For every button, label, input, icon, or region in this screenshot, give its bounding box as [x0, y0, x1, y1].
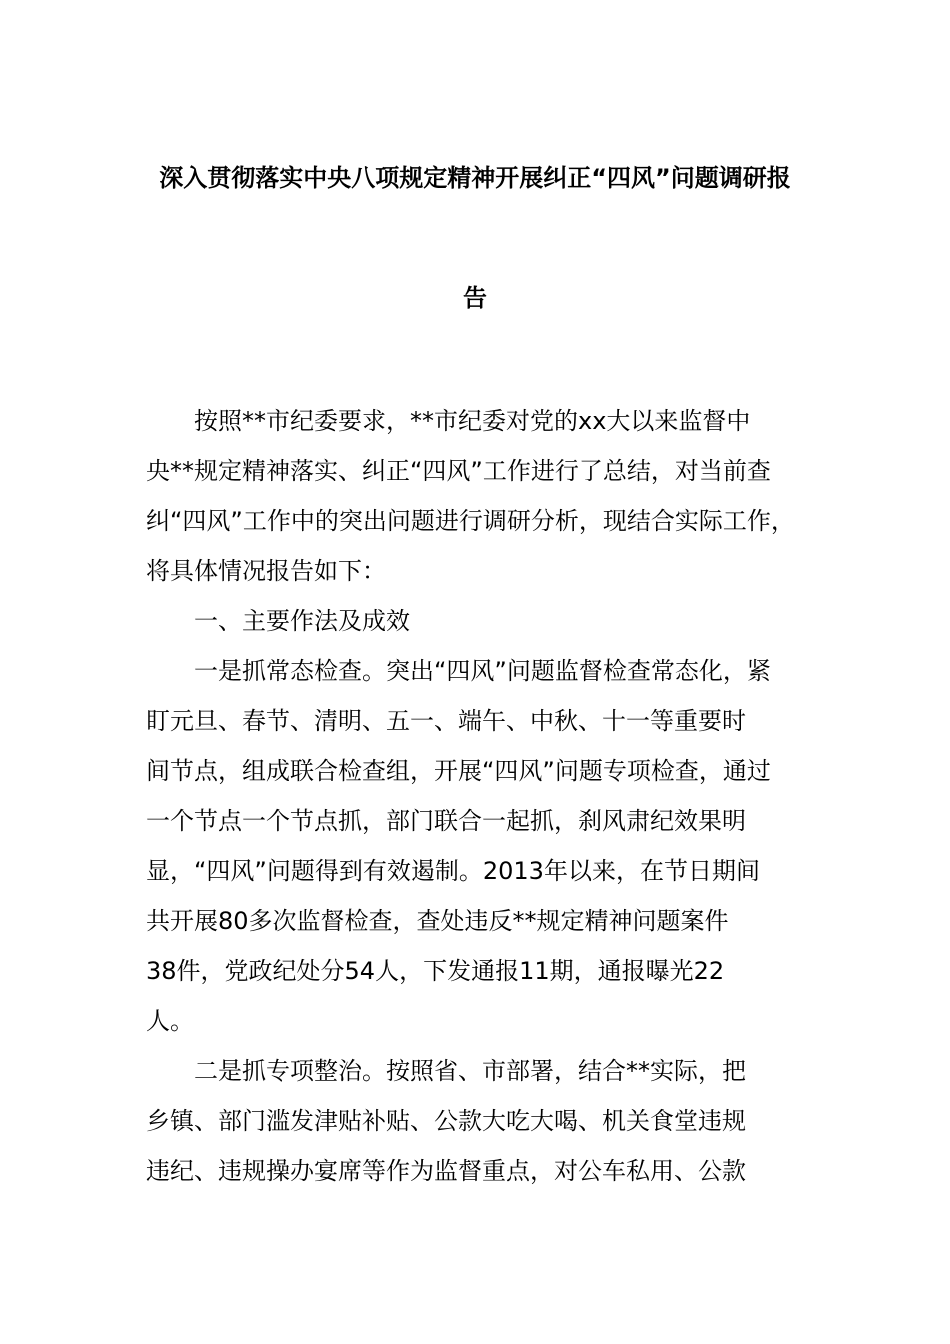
- body-line: 共开展80多次监督检查，查处违反**规定精神问题案件: [146, 907, 729, 935]
- body-line: 盯元旦、春节、清明、五一、端午、中秋、十一等重要时: [146, 707, 746, 735]
- document-title-line-2: 告: [463, 284, 487, 312]
- body-line: 按照**市纪委要求，**市纪委对党的xx大以来监督中: [194, 407, 751, 435]
- section-heading: 一、主要作法及成效: [194, 607, 410, 635]
- body-line: 违纪、违规操办宴席等作为监督重点，对公车私用、公款: [146, 1157, 746, 1185]
- body-line: 央**规定精神落实、纠正“四风”工作进行了总结，对当前查: [146, 457, 771, 485]
- body-line: 显，“四风”问题得到有效遏制。2013年以来，在节日期间: [146, 857, 760, 885]
- body-line: 纠“四风”工作中的突出问题进行调研分析，现结合实际工作，: [146, 507, 795, 535]
- body-line: 二是抓专项整治。按照省、市部署，结合**实际，把: [194, 1057, 746, 1085]
- body-line: 38件，党政纪处分54人，下发通报11期，通报曝光22: [146, 957, 725, 985]
- body-line: 将具体情况报告如下：: [146, 557, 386, 585]
- body-line: 间节点，组成联合检查组，开展“四风”问题专项检查，通过: [146, 757, 771, 785]
- document-title-line-1: 深入贯彻落实中央八项规定精神开展纠正“四风”问题调研报: [159, 164, 791, 192]
- body-line: 一是抓常态检查。突出“四风”问题监督检查常态化，紧: [194, 657, 771, 685]
- body-line: 乡镇、部门滥发津贴补贴、公款大吃大喝、机关食堂违规: [146, 1107, 746, 1135]
- body-line: 人。: [146, 1007, 194, 1035]
- body-line: 一个节点一个节点抓，部门联合一起抓，刹风肃纪效果明: [146, 807, 746, 835]
